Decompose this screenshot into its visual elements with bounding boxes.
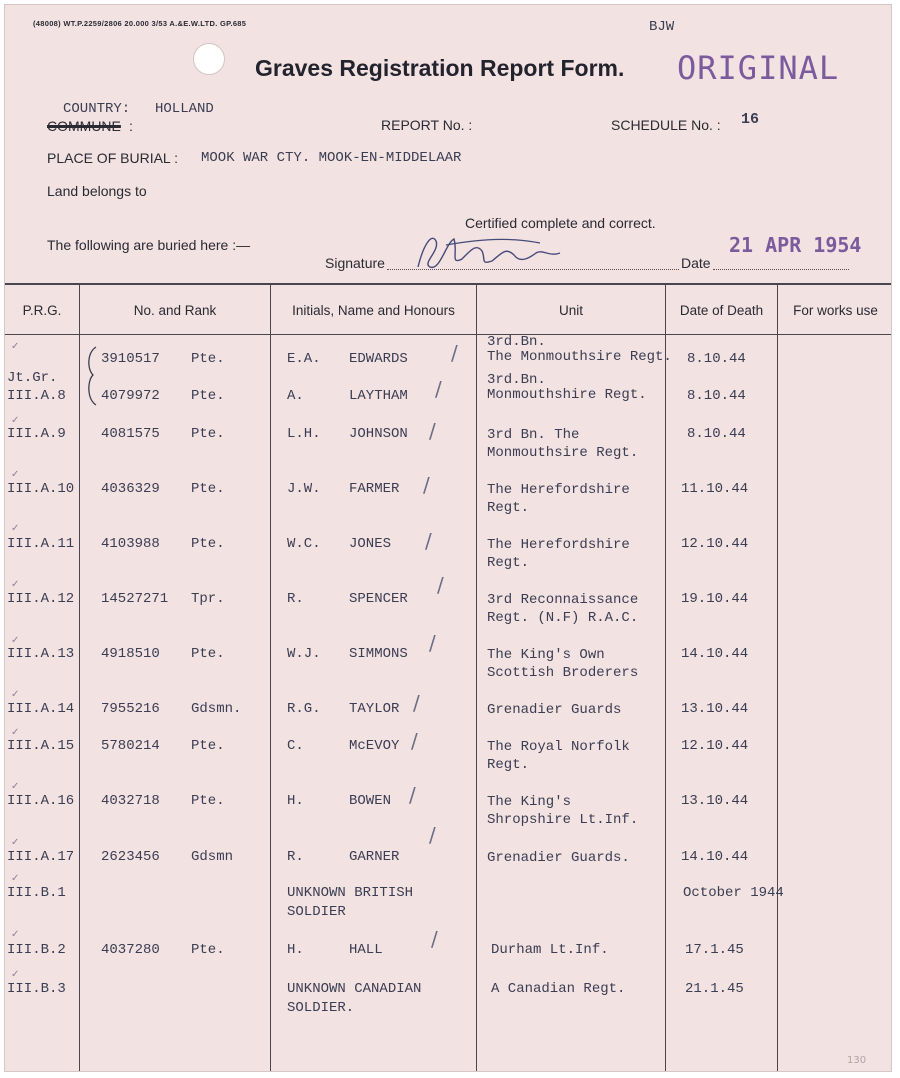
row-number: 4079972: [101, 388, 160, 404]
row-name: GARNER: [349, 849, 400, 865]
row-initials: L.H.: [287, 426, 321, 442]
row-prg: III.A.16: [7, 793, 75, 809]
form-title: Graves Registration Report Form.: [255, 55, 625, 81]
row-prg: III.A.8: [7, 388, 66, 404]
row-prg: III.A.15: [7, 738, 75, 754]
header-name: Initials, Name and Honours: [292, 303, 455, 318]
row-prg: III.A.14: [7, 701, 75, 717]
row-unit: The Herefordshire Regt.: [487, 482, 630, 516]
row-rank: Pte.: [191, 793, 225, 809]
row-unit: 3rd Bn. The Monmouthsire Regt.: [487, 427, 639, 461]
certified-text: Certified complete and correct.: [465, 215, 656, 231]
row-rank: Pte.: [191, 351, 225, 367]
row-name: SIMMONS: [349, 646, 408, 662]
row-initials: A.: [287, 388, 304, 404]
row-number: 4036329: [101, 481, 160, 497]
row-prg: III.A.9: [7, 426, 66, 442]
place-of-burial-label: PLACE OF BURIAL :: [47, 150, 178, 166]
row-initials: UNKNOWN CANADIAN: [287, 981, 422, 997]
row-name: TAYLOR: [349, 701, 400, 717]
row-unit: Durham Lt.Inf.: [491, 942, 609, 958]
row-rank: Pte.: [191, 942, 225, 958]
row-date: 19.10.44: [681, 591, 749, 607]
row-initials: C.: [287, 738, 304, 754]
row-rank: Pte.: [191, 481, 225, 497]
row-prg: III.B.1: [7, 885, 66, 901]
row-name: SOLDIER: [287, 904, 346, 920]
row-prg: III.B.3: [7, 981, 66, 997]
commune-struck-label: COMMUNE: [47, 118, 121, 134]
row-rank: Pte.: [191, 536, 225, 552]
row-initials: R.: [287, 849, 304, 865]
row-number: 14527271: [101, 591, 169, 607]
row-unit: 3rd.Bn. Monmouthshire Regt.: [487, 372, 647, 403]
row-number: 4037280: [101, 942, 160, 958]
row-number: 4032718: [101, 793, 160, 809]
initials-mark: BJW: [649, 19, 675, 35]
header-date: Date of Death: [679, 303, 764, 318]
row-date: 17.1.45: [685, 942, 744, 958]
row-name: HALL: [349, 942, 383, 958]
row-prg: III.A.12: [7, 591, 75, 607]
row-number: 4081575: [101, 426, 160, 442]
row-initials: W.C.: [287, 536, 321, 552]
buried-here-label: The following are buried here :—: [47, 237, 251, 253]
header-prg: P.R.G.: [22, 303, 62, 318]
row-unit: 3rd.Bn. The Monmouthsire Regt.: [487, 334, 672, 365]
row-initials: W.J.: [287, 646, 321, 662]
row-name: McEVOY: [349, 738, 400, 754]
row-name: LAYTHAM: [349, 388, 408, 404]
row-date: 13.10.44: [681, 793, 749, 809]
row-rank: Pte.: [191, 426, 225, 442]
row-date: 14.10.44: [681, 646, 749, 662]
signature-label: Signature: [325, 255, 385, 271]
report-no-label: REPORT No. :: [381, 117, 473, 133]
row-name: SOLDIER.: [287, 1000, 355, 1016]
row-prg: III.A.17: [7, 849, 75, 865]
land-belongs-label: Land belongs to: [47, 183, 147, 199]
punch-hole: [193, 43, 225, 75]
row-number: 5780214: [101, 738, 160, 754]
header-no-rank: No. and Rank: [133, 303, 217, 318]
row-name: FARMER: [349, 481, 400, 497]
row-prg: III.A.13: [7, 646, 75, 662]
country-label: COUNTRY:: [63, 101, 131, 117]
original-stamp: ORIGINAL: [677, 49, 840, 87]
row-unit: The King's Shropshire Lt.Inf.: [487, 794, 639, 828]
row-prg: III.B.2: [7, 942, 66, 958]
row-prg: III.A.11: [7, 536, 75, 552]
schedule-no-label: SCHEDULE No. :: [611, 117, 721, 133]
row-unit: The King's Own Scottish Broderers: [487, 647, 639, 681]
row-number: 3910517: [101, 351, 160, 367]
row-rank: Gdsmn: [191, 849, 234, 865]
row-rank: Pte.: [191, 646, 225, 662]
row-date: 8.10.44: [687, 351, 746, 367]
row-unit: A Canadian Regt.: [491, 981, 626, 997]
row-unit: Grenadier Guards.: [487, 850, 630, 866]
row-rank: Pte.: [191, 738, 225, 754]
row-date: October 1944: [683, 885, 784, 901]
report-form-sheet: (48008) WT.P.2259/2806 20.000 3/53 A.&E.W.LTD. GP.685 BJW Graves Registration Report Form. ORIGINAL COUNTRY: HOLLAND COMMUNE : REPORT No. : SCHEDULE No. : 16 PLACE OF BURIAL : MOOK WAR CTY. MOOK-EN-MIDDELAAR Land belongs to Certified complete and correct. The following are buried here :— Signature Date 21 APR 1954 P.R.G. No. and Rank Initials, Name and Honours Unit Date of Death For works use Jt.Gr. 3910517 Pte. E.A. EDWARDS 3rd.Bn. The Monmouthsire Regt. 8.10.44 III.A.8 4079972 Pte. A. LAYTHAM 3rd.Bn. Monmouthshire Regt. 8.10.44 III.A.9 4081575 Pte. L.H. JOHNSON 3rd Bn. The Monmouthsire Regt. 8.10.44 III.A.10 4036329 Pte. J.W. FARMER The Herefordshire Regt. 11.10.44 III.A.11 4103988 Pte. W.C. JONES The Herefordshire Regt. 12.10.44 III.A.12 14527271 Tpr. R. SPENCER 3rd Reconnaissance Regt. (N.F) R.A.C. 19.10.44 III.A.13 4918510 Pte. W.J. SIMMONS The King's Own Scottish Broderers 14.10.44 III.A.14 7955216 Gdsmn. R.G. TAYLOR Grenadier Guards 13.10.44 III.A.15 5780214 Pte. C. McEVOY The Royal Norfolk Regt. 12.10.44 III.A.16 4032718 Pte. H. BOWEN The King's Shropshire Lt.Inf. 13.10.44 III.A.17 2623456 Gdsmn R. GARNER Grenadier Guards. 14.10.44 III.B.1 UNKNOWN BRITISH SOLDIER October 1944 III.B.2 4037280 Pte. H. HALL Durham Lt.Inf. 17.1.45 III.B.3 UNKNOWN CANADIAN SOLDIER. A Canadian Regt. 21.1.45 ✓ ✓ ✓ ✓ ✓ ✓ ✓ ✓ ✓ ✓ ✓ ✓ ✓ / / / / / / / / / / / / 130: [4, 4, 892, 1072]
row-initials: E.A.: [287, 351, 321, 367]
date-stamp: 21 APR 1954: [729, 233, 862, 257]
row-date: 11.10.44: [681, 481, 749, 497]
row-date: 8.10.44: [687, 388, 746, 404]
row-date: 14.10.44: [681, 849, 749, 865]
row-date: 8.10.44: [687, 426, 746, 442]
row-name: EDWARDS: [349, 351, 408, 367]
joint-grave-label: Jt.Gr.: [7, 370, 58, 386]
row-unit: Grenadier Guards: [487, 702, 622, 718]
row-rank: Tpr.: [191, 591, 225, 607]
schedule-no-value: 16: [741, 111, 760, 128]
row-date: 12.10.44: [681, 536, 749, 552]
row-initials: H.: [287, 793, 304, 809]
row-initials: UNKNOWN BRITISH: [287, 885, 414, 901]
country-value: HOLLAND: [155, 101, 214, 117]
row-name: JONES: [349, 536, 392, 552]
row-number: 4103988: [101, 536, 160, 552]
row-number: 4918510: [101, 646, 160, 662]
row-rank: Gdsmn.: [191, 701, 242, 717]
row-name: JOHNSON: [349, 426, 408, 442]
handwritten-signature: [410, 223, 570, 275]
row-name: SPENCER: [349, 591, 408, 607]
row-date: 13.10.44: [681, 701, 749, 717]
row-initials: H.: [287, 942, 304, 958]
row-name: BOWEN: [349, 793, 392, 809]
place-of-burial-value: MOOK WAR CTY. MOOK-EN-MIDDELAAR: [201, 150, 462, 166]
row-date: 12.10.44: [681, 738, 749, 754]
page-mark: 130: [847, 1055, 867, 1066]
row-unit: 3rd Reconnaissance Regt. (N.F) R.A.C.: [487, 592, 639, 626]
row-initials: R.: [287, 591, 304, 607]
joint-grave-bracket: [85, 345, 99, 407]
header-unit: Unit: [558, 303, 583, 318]
row-initials: R.G.: [287, 701, 321, 717]
print-code: (48008) WT.P.2259/2806 20.000 3/53 A.&E.W.LTD. GP.685: [33, 19, 247, 28]
row-rank: Pte.: [191, 388, 225, 404]
row-number: 7955216: [101, 701, 160, 717]
row-unit: The Royal Norfolk Regt.: [487, 739, 630, 773]
row-number: 2623456: [101, 849, 160, 865]
row-date: 21.1.45: [685, 981, 744, 997]
row-unit: The Herefordshire Regt.: [487, 537, 630, 571]
row-initials: J.W.: [287, 481, 321, 497]
header-works: For works use: [793, 303, 878, 318]
date-label: Date: [681, 255, 711, 271]
row-prg: III.A.10: [7, 481, 75, 497]
